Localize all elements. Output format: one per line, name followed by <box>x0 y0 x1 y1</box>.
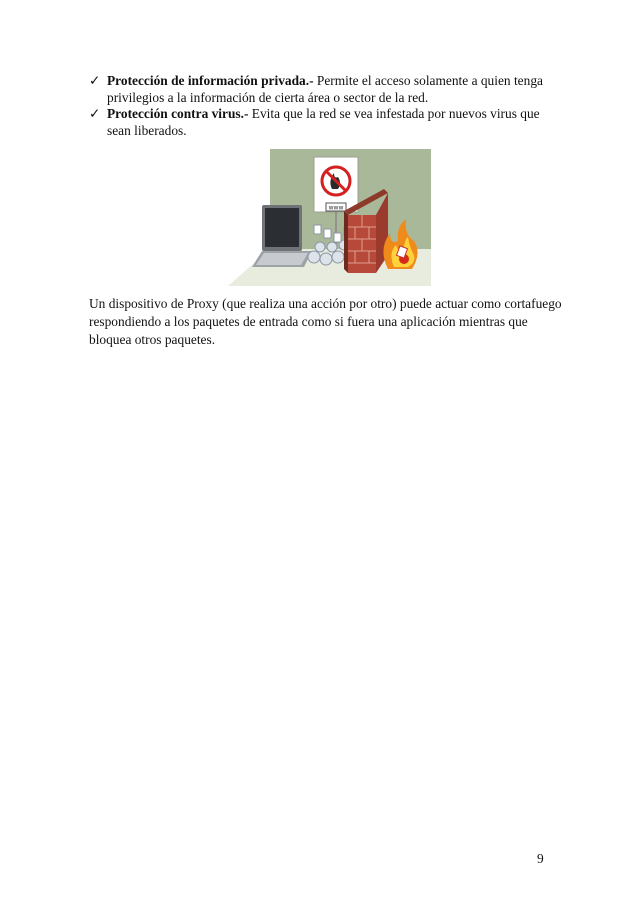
bullet-body: Evita que la red se vea infestada por nuevos virus que sean liberados. <box>107 106 540 138</box>
firewall-illustration <box>228 149 431 286</box>
paragraph-line: respondiendo a los paquetes de entrada como si fuera una aplicación mientras que <box>89 314 528 329</box>
paragraph-line: bloquea otros paquetes. <box>89 332 216 347</box>
check-icon: ✓ <box>89 106 101 121</box>
bullet-body: Permite el acceso solamente a quien tenga privilegios a la información de cierta área o sector de la red. <box>107 73 543 105</box>
bullet-text <box>107 73 559 106</box>
page-number: 9 <box>537 851 544 866</box>
bullet-title: Protección contra virus.- <box>107 106 249 121</box>
paragraph-line: Un dispositivo de Proxy (que realiza una acción por otro) puede actuar como cortafuego <box>89 296 562 311</box>
bullet-text <box>107 106 559 139</box>
firewall-illustration-svg <box>228 149 431 286</box>
bullet-title: Protección de información privada.- <box>107 73 314 88</box>
sign-www-label: www <box>328 204 344 212</box>
check-icon: ✓ <box>89 73 101 88</box>
body-paragraph <box>89 295 562 349</box>
